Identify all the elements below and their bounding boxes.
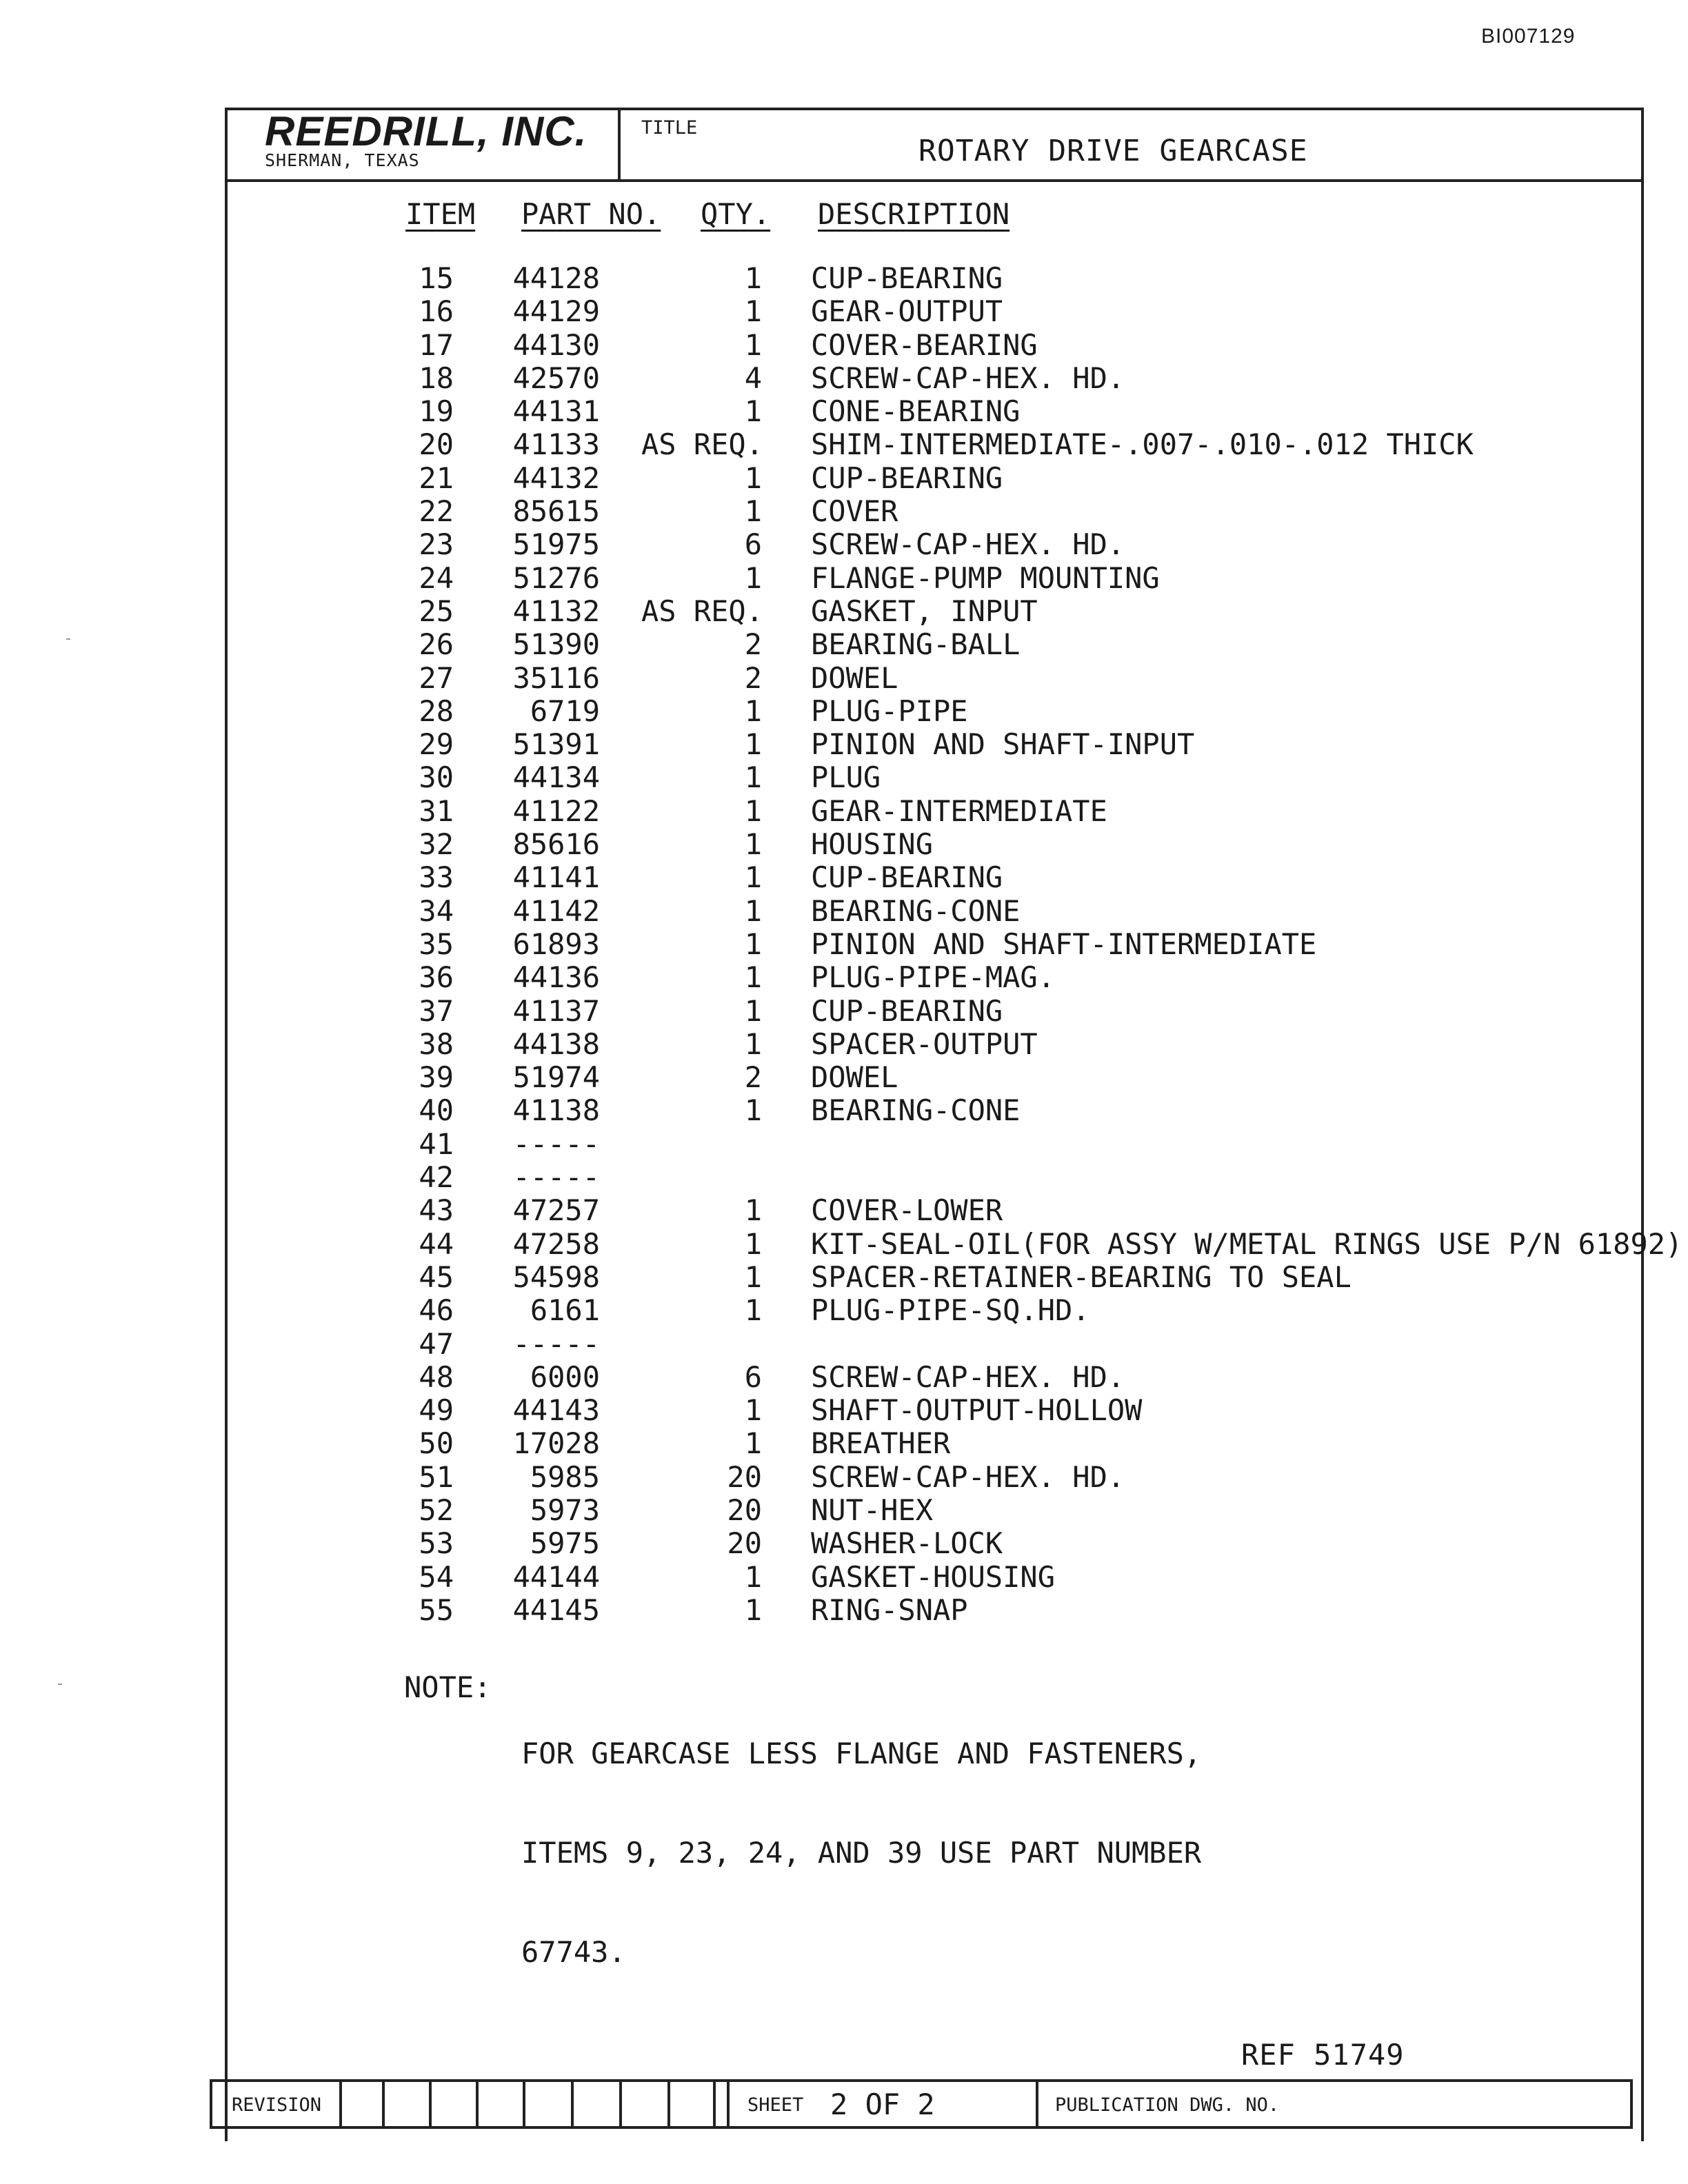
parts-row — [0, 728, 1688, 761]
parts-row — [0, 1328, 1688, 1361]
note-line: FOR GEARCASE LESS FLANGE AND FASTENERS, — [521, 1737, 1202, 1770]
parts-row — [0, 262, 1688, 295]
part-number: 44145 — [512, 1593, 600, 1627]
quantity: 1 — [744, 760, 762, 795]
parts-row — [0, 1061, 1688, 1094]
parts-row — [0, 1561, 1688, 1594]
description: BEARING-CONE — [811, 1093, 1021, 1128]
item-number: 28 — [419, 694, 454, 728]
part-number: 44128 — [512, 261, 600, 295]
quantity: 2 — [744, 660, 762, 695]
quantity: AS REQ. — [641, 427, 764, 462]
parts-row — [0, 329, 1688, 362]
parts-row — [0, 395, 1688, 428]
parts-row — [0, 1427, 1688, 1460]
part-number: 44138 — [512, 1027, 600, 1061]
quantity: 1 — [744, 793, 762, 828]
item-number: 22 — [419, 494, 454, 529]
parts-row — [0, 1228, 1688, 1261]
parts-row — [0, 1161, 1688, 1194]
item-number: 44 — [419, 1226, 454, 1261]
revision-cell-divider — [619, 2082, 622, 2126]
item-number: 18 — [419, 361, 454, 395]
description: DOWEL — [811, 1060, 898, 1095]
part-number: 51276 — [512, 560, 600, 595]
part-number: 51390 — [512, 627, 600, 662]
parts-row — [0, 1594, 1688, 1627]
item-number: 19 — [419, 394, 454, 429]
part-number: 41138 — [512, 1093, 600, 1128]
part-number: 6161 — [530, 1293, 600, 1328]
quantity: 6 — [744, 1359, 762, 1394]
item-number: 16 — [419, 294, 454, 329]
company-location: SHERMAN, TEXAS — [265, 150, 420, 170]
parts-row — [0, 1028, 1688, 1061]
parts-row — [0, 362, 1688, 395]
parts-row — [0, 562, 1688, 595]
item-number: 30 — [419, 760, 454, 795]
part-number: 6000 — [530, 1359, 600, 1394]
part-number: ----- — [512, 1126, 600, 1161]
part-number: 17028 — [512, 1426, 600, 1461]
parts-row — [0, 295, 1688, 328]
column-header-item: ITEM — [405, 197, 476, 231]
item-number: 43 — [419, 1193, 454, 1228]
parts-row — [0, 1494, 1688, 1527]
note-line: 67743. — [521, 1935, 626, 1969]
item-number: 36 — [419, 960, 454, 995]
description: GEAR-INTERMEDIATE — [811, 793, 1107, 828]
item-number: 32 — [419, 827, 454, 862]
revision-cell-divider — [667, 2082, 670, 2126]
item-number: 53 — [419, 1526, 454, 1561]
part-number: 44136 — [512, 960, 600, 995]
item-number: 54 — [419, 1559, 454, 1594]
description: SPACER-OUTPUT — [811, 1027, 1038, 1061]
item-number: 17 — [419, 327, 454, 362]
quantity: 1 — [744, 727, 762, 762]
part-number: 5973 — [530, 1493, 600, 1527]
part-number: 51975 — [512, 527, 600, 562]
description: SCREW-CAP-HEX. HD. — [811, 1359, 1125, 1394]
item-number: 23 — [419, 527, 454, 562]
description: COVER-BEARING — [811, 327, 1038, 362]
quantity: 1 — [744, 893, 762, 928]
parts-row — [0, 1394, 1688, 1427]
note-line: ITEMS 9, 23, 24, AND 39 USE PART NUMBER — [521, 1836, 1202, 1870]
item-number: 20 — [419, 427, 454, 462]
parts-row — [0, 495, 1688, 528]
sheet-label: SHEET — [747, 2094, 804, 2116]
part-number: ----- — [512, 1160, 600, 1195]
quantity: 1 — [744, 1593, 762, 1627]
quantity: 1 — [744, 461, 762, 495]
item-number: 38 — [419, 1027, 454, 1061]
parts-row — [0, 428, 1688, 461]
parts-row — [0, 1261, 1688, 1294]
part-number: 44144 — [512, 1559, 600, 1594]
quantity: 2 — [744, 627, 762, 662]
parts-row — [0, 828, 1688, 861]
description: PINION AND SHAFT-INTERMEDIATE — [811, 927, 1317, 961]
quantity: 1 — [744, 394, 762, 429]
note-text — [521, 1671, 1280, 2035]
part-number: 35116 — [512, 660, 600, 695]
quantity: 1 — [744, 927, 762, 961]
description: PLUG — [811, 760, 881, 795]
quantity: 1 — [744, 1293, 762, 1328]
quantity: 1 — [744, 1426, 762, 1461]
description: BEARING-CONE — [811, 893, 1021, 928]
part-number: 51974 — [512, 1060, 600, 1095]
parts-row — [0, 662, 1688, 695]
item-number: 41 — [419, 1126, 454, 1161]
description: GEAR-OUTPUT — [811, 294, 1003, 329]
title-label: TITLE — [641, 117, 698, 139]
item-number: 35 — [419, 927, 454, 961]
item-number: 42 — [419, 1160, 454, 1195]
publication-dwg-label: PUBLICATION DWG. NO. — [1055, 2094, 1280, 2116]
part-number: ----- — [512, 1326, 600, 1361]
publication-divider — [1036, 2082, 1038, 2126]
description: WASHER-LOCK — [811, 1526, 1003, 1561]
description: SCREW-CAP-HEX. HD. — [811, 527, 1125, 562]
item-number: 47 — [419, 1326, 454, 1361]
quantity: 1 — [744, 993, 762, 1028]
note-label: NOTE: — [404, 1670, 492, 1704]
quantity: 1 — [744, 261, 762, 295]
margin-mark — [58, 1684, 62, 1685]
part-number: 41142 — [512, 893, 600, 928]
part-number: 6719 — [530, 694, 600, 728]
revision-cell-divider — [713, 2082, 716, 2126]
item-number: 21 — [419, 461, 454, 495]
description: PLUG-PIPE-MAG. — [811, 960, 1056, 995]
quantity: 1 — [744, 960, 762, 995]
item-number: 45 — [419, 1260, 454, 1294]
quantity: 1 — [744, 494, 762, 529]
part-number: 5975 — [530, 1526, 600, 1561]
parts-row — [0, 1361, 1688, 1394]
quantity: 1 — [744, 327, 762, 362]
quantity: 1 — [744, 860, 762, 895]
document-id: BI007129 — [1481, 25, 1576, 48]
quantity: 1 — [744, 827, 762, 862]
parts-row — [0, 595, 1688, 628]
document-title: ROTARY DRIVE GEARCASE — [918, 134, 1308, 168]
description: CUP-BEARING — [811, 993, 1003, 1028]
description: COVER-LOWER — [811, 1193, 1003, 1228]
quantity: 20 — [727, 1526, 762, 1561]
revision-label: REVISION — [232, 2094, 322, 2116]
revision-cell-divider — [523, 2082, 525, 2126]
part-number: 85616 — [512, 827, 600, 862]
parts-row — [0, 795, 1688, 828]
item-number: 46 — [419, 1293, 454, 1328]
description: KIT-SEAL-OIL(FOR ASSY W/METAL RINGS USE P/N 61892) — [811, 1226, 1683, 1261]
description: SCREW-CAP-HEX. HD. — [811, 361, 1125, 395]
part-number: 5985 — [530, 1459, 600, 1494]
item-number: 50 — [419, 1426, 454, 1461]
description: PLUG-PIPE — [811, 694, 968, 728]
reference-number: REF 51749 — [1241, 2038, 1405, 2072]
part-number: 41137 — [512, 993, 600, 1028]
part-number: 85615 — [512, 494, 600, 529]
quantity: 1 — [744, 1559, 762, 1594]
part-number: 41122 — [512, 793, 600, 828]
description: HOUSING — [811, 827, 934, 862]
revision-cell-divider — [476, 2082, 479, 2126]
company-name: REEDRILL, INC. — [265, 108, 587, 154]
sheet-divider — [727, 2082, 730, 2126]
parts-row — [0, 961, 1688, 994]
description: CUP-BEARING — [811, 461, 1003, 495]
parts-row — [0, 995, 1688, 1028]
revision-strip — [210, 2079, 1633, 2129]
parts-row — [0, 1128, 1688, 1161]
parts-row — [0, 628, 1688, 661]
description: CUP-BEARING — [811, 261, 1003, 295]
part-number: 51391 — [512, 727, 600, 762]
item-number: 49 — [419, 1393, 454, 1428]
description: SHAFT-OUTPUT-HOLLOW — [811, 1393, 1143, 1428]
item-number: 26 — [419, 627, 454, 662]
parts-row — [0, 528, 1688, 561]
parts-row — [0, 861, 1688, 894]
part-number: 47258 — [512, 1226, 600, 1261]
part-number: 41141 — [512, 860, 600, 895]
item-number: 39 — [419, 1060, 454, 1095]
description: SCREW-CAP-HEX. HD. — [811, 1459, 1125, 1494]
part-number: 44129 — [512, 294, 600, 329]
parts-row — [0, 462, 1688, 495]
description: GASKET-HOUSING — [811, 1559, 1056, 1594]
part-number: 54598 — [512, 1260, 600, 1294]
sheet-number: 2 OF 2 — [830, 2087, 935, 2121]
parts-list — [0, 262, 1688, 1627]
description: NUT-HEX — [811, 1493, 934, 1527]
description: SPACER-RETAINER-BEARING TO SEAL — [811, 1260, 1352, 1294]
quantity: 1 — [744, 1027, 762, 1061]
quantity: 1 — [744, 1093, 762, 1128]
parts-row — [0, 1094, 1688, 1127]
description: COVER — [811, 494, 898, 529]
part-number: 41133 — [512, 427, 600, 462]
description: SHIM-INTERMEDIATE-.007-.010-.012 THICK — [811, 427, 1474, 462]
description: CONE-BEARING — [811, 394, 1021, 429]
parts-row — [0, 928, 1688, 961]
parts-row — [0, 1527, 1688, 1560]
item-number: 33 — [419, 860, 454, 895]
revision-cell-divider — [339, 2082, 342, 2126]
part-number: 44143 — [512, 1393, 600, 1428]
quantity: 1 — [744, 294, 762, 329]
item-number: 52 — [419, 1493, 454, 1527]
item-number: 34 — [419, 893, 454, 928]
quantity: 20 — [727, 1493, 762, 1527]
quantity: 1 — [744, 560, 762, 595]
parts-row — [0, 761, 1688, 794]
quantity: 20 — [727, 1459, 762, 1494]
part-number: 47257 — [512, 1193, 600, 1228]
part-number: 44132 — [512, 461, 600, 495]
description: DOWEL — [811, 660, 898, 695]
revision-cell-divider — [429, 2082, 432, 2126]
description: FLANGE-PUMP MOUNTING — [811, 560, 1160, 595]
item-number: 37 — [419, 993, 454, 1028]
description: PINION AND SHAFT-INPUT — [811, 727, 1195, 762]
part-number: 44131 — [512, 394, 600, 429]
item-number: 24 — [419, 560, 454, 595]
description: GASKET, INPUT — [811, 594, 1038, 628]
column-header-qty: QTY. — [701, 197, 771, 231]
revision-cell-divider — [382, 2082, 385, 2126]
item-number: 15 — [419, 261, 454, 295]
title-block — [225, 108, 1644, 182]
parts-row — [0, 895, 1688, 928]
description: CUP-BEARING — [811, 860, 1003, 895]
quantity: 1 — [744, 1393, 762, 1428]
quantity: AS REQ. — [641, 594, 764, 628]
column-header-part-no: PART NO. — [521, 197, 661, 231]
part-number: 42570 — [512, 361, 600, 395]
quantity: 1 — [744, 694, 762, 728]
quantity: 2 — [744, 1060, 762, 1095]
item-number: 27 — [419, 660, 454, 695]
note-block — [404, 1670, 1202, 1969]
part-number: 61893 — [512, 927, 600, 961]
quantity: 6 — [744, 527, 762, 562]
item-number: 31 — [419, 793, 454, 828]
parts-row — [0, 695, 1688, 728]
description: RING-SNAP — [811, 1593, 968, 1627]
column-header-description: DESCRIPTION — [818, 197, 1010, 231]
parts-row — [0, 1194, 1688, 1227]
quantity: 4 — [744, 361, 762, 395]
part-number: 44130 — [512, 327, 600, 362]
item-number: 48 — [419, 1359, 454, 1394]
description: BEARING-BALL — [811, 627, 1021, 662]
quantity: 1 — [744, 1193, 762, 1228]
item-number: 25 — [419, 594, 454, 628]
item-number: 55 — [419, 1593, 454, 1627]
item-number: 51 — [419, 1459, 454, 1494]
parts-row — [0, 1461, 1688, 1494]
margin-mark — [66, 638, 70, 640]
title-divider — [618, 108, 621, 179]
description: PLUG-PIPE-SQ.HD. — [811, 1293, 1090, 1328]
parts-row — [0, 1294, 1688, 1327]
description: BREATHER — [811, 1426, 951, 1461]
revision-cell-divider — [571, 2082, 574, 2126]
part-number: 41132 — [512, 594, 600, 628]
quantity: 1 — [744, 1226, 762, 1261]
item-number: 29 — [419, 727, 454, 762]
item-number: 40 — [419, 1093, 454, 1128]
quantity: 1 — [744, 1260, 762, 1294]
part-number: 44134 — [512, 760, 600, 795]
